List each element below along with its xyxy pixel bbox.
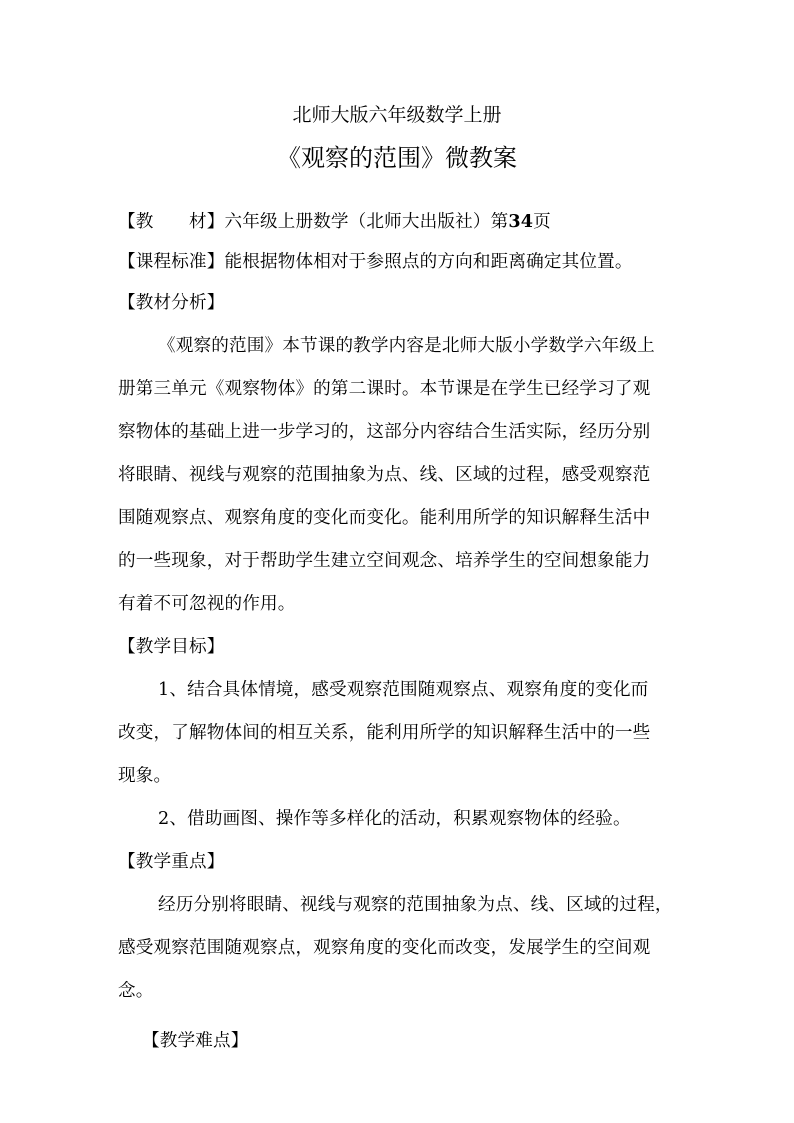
textbook-line	[118, 207, 551, 237]
key-points-line: 经历分别将眼睛、视线与观察的范围抽象为点、线、区域的过程，	[158, 895, 673, 915]
analysis-paragraph-line: 察物体的基础上进一步学习的，这部分内容结合生活实际，经历分别	[118, 422, 651, 442]
analysis-heading: 【教材分析】	[118, 293, 225, 313]
difficulties-heading: 【教学难点】	[142, 1031, 249, 1051]
analysis-paragraph-line: 册第三单元《观察物体》的第二课时。本节课是在学生已经学习了观	[118, 379, 651, 399]
analysis-paragraph-line: 的一些现象，对于帮助学生建立空间观念、培养学生的空间想象能力	[118, 551, 651, 571]
analysis-paragraph-line: 围随观察点、观察角度的变化而变化。能利用所学的知识解释生活中	[118, 508, 651, 528]
textbook-page-number: 34	[508, 211, 534, 232]
objective-2-line: 2、借助画图、操作等多样化的活动，积累观察物体的经验。	[158, 809, 631, 829]
textbook-label: 【教 材】	[118, 212, 225, 232]
analysis-paragraph-line: 有着不可忽视的作用。	[118, 594, 296, 614]
standard-line	[118, 247, 633, 277]
objective-1-line: 改变，了解物体间的相互关系，能利用所学的知识解释生活中的一些	[118, 723, 651, 743]
textbook-page-unit: 页	[533, 212, 551, 232]
document-title-line-2: 《观察的范围》微教案	[277, 144, 517, 172]
key-points-heading: 【教学重点】	[118, 852, 225, 872]
key-points-line: 感受观察范围随观察点，观察角度的变化而改变，发展学生的空间观	[118, 938, 651, 958]
analysis-paragraph-line: 将眼睛、视线与观察的范围抽象为点、线、区域的过程，感受观察范	[118, 465, 651, 485]
objective-1-line: 现象。	[118, 766, 172, 786]
objectives-heading: 【教学目标】	[118, 637, 225, 657]
analysis-paragraph-line: 《观察的范围》本节课的教学内容是北师大版小学数学六年级上	[158, 336, 655, 356]
standard-text: 能根据物体相对于参照点的方向和距离确定其位置。	[224, 252, 633, 272]
standard-label: 【课程标准】	[118, 252, 225, 272]
objective-1-line: 1、结合具体情境，感受观察范围随观察点、观察角度的变化而	[158, 680, 649, 700]
key-points-line: 念。	[118, 981, 154, 1001]
textbook-text: 六年级上册数学（北师大出版社）第	[224, 212, 509, 232]
document-title-line-1: 北师大版六年级数学上册	[292, 104, 502, 126]
